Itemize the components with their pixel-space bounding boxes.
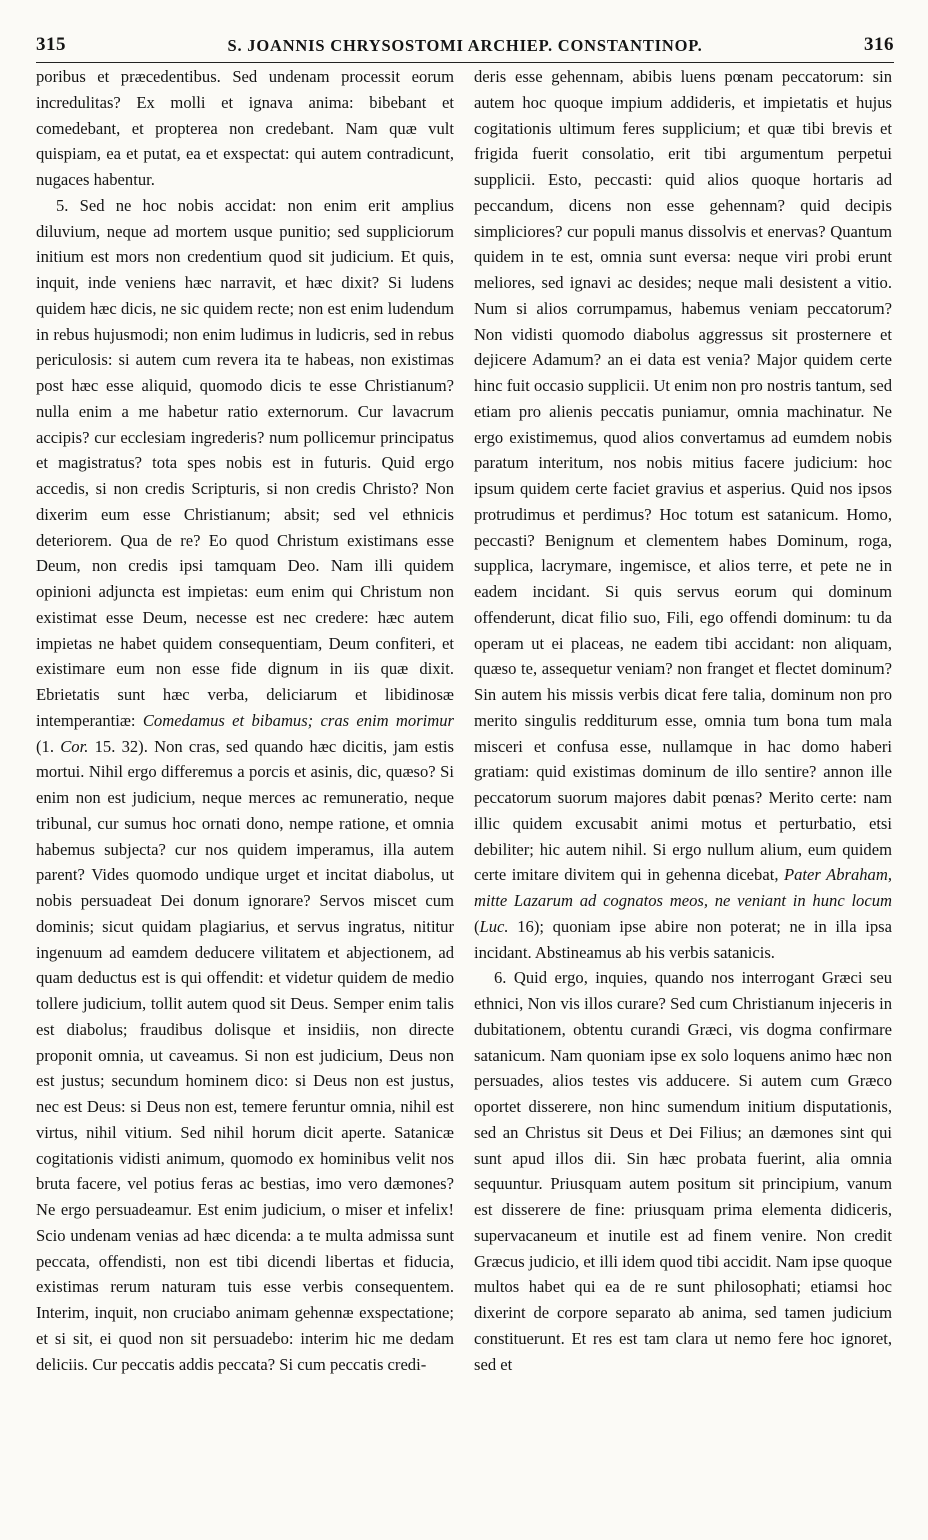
text-run: ( [474, 916, 480, 936]
text-run: 16); quoniam ipse abire non poterat; ne in illa ipsa incidant. Abstineamus ab his verbis satanicis. [474, 916, 892, 962]
citation-book: Cor. [60, 736, 89, 756]
scripture-quote: Comedamus et bibamus; cras enim morimur [142, 710, 455, 730]
page-header [36, 28, 894, 63]
running-title: S. JOANNIS CHRYSOSTOMI ARCHIEP. CONSTANTINOP. [227, 36, 703, 55]
scripture-quote: Pater Abraham, mitte Lazarum ad cognatos meos, ne veniant in hunc locum [474, 865, 892, 910]
paragraph: 6. Quid ergo, inquies, quando nos interrogant Græci seu ethnici, Non vis illos curare? Sed cum Christianum injeceris in dubitationem, obtentu curandi Græci, vis dogma confirmare satanicum. Nam quoniam ipse ex solo loquens animo hæc non persuades, alios testes vis adducere. Si autem cum Græco oportet disserere, non hinc sumendum initium disputationis, sed an Christus sit Deus et Dei Filius; an dæmones sint qui sunt apud illos dii. Sin hæc probata fuerint, alia omnia sequuntur. Priusquam autem positum sit principium, vanum est disserere de fine: priusquam prima elementa didiceris, supervacaneum et inutile est ad finem venire. Non credit Græcus judicio, et illi idem quod tibi accidit. Nam ipse quoque multos habet qui ea de re sunt philosophati; etiamsi hoc dixerint de corpore separato ab anima, sed tamen judicium constituerunt. Et res est tam clara ut nemo fere hoc ignoret, sed et [474, 968, 892, 1374]
right-page-number: 316 [864, 34, 894, 55]
citation-book: Luc. [479, 916, 509, 936]
text-run: 5. Sed ne hoc nobis accidat: non enim erit amplius diluvium, neque ad mortem usque punitio; sed suppliciorum initium est mors non credentium quod sit judicium. Et quis, inquit, inde veniens hæc narravit, et hæc dixit? Si ludens quidem hæc dicis, ne sic quidem recte; non est enim ludendum in rebus hujusmodi; non enim ludimus in ludicris, sed in rebus periculosis: si autem cum revera ita te habeas, non existimas post hæc esse aliquid, quomodo dicis te esse Christianum? nulla enim a me habetur ratio externorum. Cur lavacrum accipis? cur ecclesiam ingrederis? num pollicemur principatus et magistratus? tota spes nobis est in futuris. Quid ergo accedis, si non credis Scripturis, si non credis Christo? Non dixerim eum esse Christianum; absit; sed vel ethnicis deteriorem. Qua de re? Eo quod Christum existimans esse Deum, non credis ipsi tamquam Deo. Nam illi quidem opinioni adjuncta est impietas: eum enim qui Christum non existimat esse Deum, necesse est nec credere: hæc autem impietas ne habet quidem consequentiam, Deum confiteri, et existimare eum non esse fide dignum in iis quæ dixit. Ebrietatis sunt hæc verba, deliciarum et libidinosæ intemperantiæ: [36, 195, 454, 730]
text-run: deris esse gehennam, abibis luens pœnam peccatorum: sin autem hoc quoque impium addideris, et impietatis et hujus cogitationis ultimum feres supplicium; et quæ tibi brevis et frigida fuerit consolatio, erit tibi argumentum perpetui supplicii. Esto, peccasti: quid alios quoque hortaris ad peccandum, dicens non esse gehennam? quid decipis simpliciores? cur populi manus dissolvis et enervas? Quantum quidem in te est, omnia sunt eversa: neque viri probi erunt meliores, sed ignavi ac desides; neque mali desistent a vitio. Num si alios corrumpamus, habemus veniam peccatorum? Non vidisti quomodo diabolus aggressus sit prosternere et dejicere Adamum? an ei data est venia? Major quidem certe hinc fuit occasio supplicii. Ut enim non pro nostris tantum, sed etiam pro alienis peccatis puniamur, omnia machinatur. Ne ergo existimemus, quod alios convertamus ad eumdem nobis paratum interitum, nos nobis mitius facere judicium: hoc ipsum quidem certe faciet gravius et asperius. Quid nos ipsos protrudimus et perdimus? Hoc totum est satanicum. Homo, peccasti? Benignum et clementem habes Dominum, roga, supplica, lacrymare, ingemisce, et alios terre, et pete ne in eadem incidant. Si quis servus eorum qui dominum offenderunt, dicat filio suo, Fili, ego offendi dominum: tu da operam ut ei placeas, ne eadem tibi accidant: non aliquam, quæso te, assequetur veniam? non franget et flectet dominum? Sin autem his missis verbis dicat fere talia, dominum non pro merito singulis redditurum esse, omnia tum bona tum mala misceri et confusa esse, nullamque in hac domo haberi gratiam: quid existimas dominum de illo sentire? annon ille peccatorum suorum majores dabit pœnas? Merito certe: nam illic quidem excusabit animi motus et perturbatio, etsi debiliter; hic autem nihil. Si ergo nullum alium, eum quidem certe imitare divitem qui in gehenna dicebat, [474, 67, 892, 885]
paragraph [36, 193, 454, 1378]
text-run: 15. 32). Non cras, sed quando hæc dicitis, jam estis mortui. Nihil ergo differemus a porcis et asinis, dic, quæso? Si enim non est judicium, neque merces ac remuneratio, neque tribunal, cur sumus hoc ornati dono, nempe ratione, et omnia habemus subjecta? cur nos quidem imperamus, illa autem parent? Vides quomodo undique urget et incitat diabolus, ut nobis persuadeat Dei donum ignorare? Servos miscet cum dominis; sicut quidam plagiarius, et servus ingratus, nititur ingenuum ad eamdem deducere vilitatem et abjectionem, ad quam deductus est is qui offendit: et videtur quidem de medio tollere judicium, tollit autem quod sit Deus. Semper enim talis est diabolus; fraudibus dolisque et insidiis, non directe proponit omnia, ut caveamus. Si non est judicium, Deus non est justus; secundum hominem dico: si Deus non est justus, nec est Deus: si Deus non est, temere feruntur omnia, nihil est virtus, nihil vitium. Sed nihil horum dicit aperte. Satanicæ cogitationis vidisti animum, quomodo ex hominibus velit nos bruta facere, vel potius feras ac bestias, imo vero dæmones? Ne ergo persuadeamur. Est enim judicium, o miser et infelix! Scio undenam venias ad hæc dicenda: a te multa admissa sunt peccata, offendisti, non est tibi dicendi libertas et fiducia, existimas rerum naturam tuis esse verbis consequentem. Interim, inquit, non cruciabo animam gehennæ exspectatione; et si sit, ei quod non sit persuadebo: interim hic me dedam deliciis. Cur peccatis addis peccata? Si cum peccatis credi- [36, 736, 454, 1374]
paragraph [474, 64, 892, 965]
left-page-number: 315 [36, 34, 66, 55]
text-run: (1. [36, 736, 61, 756]
right-column [474, 64, 892, 1377]
left-column [36, 64, 454, 1377]
paragraph: poribus et præcedentibus. Sed undenam processit eorum incredulitas? Ex molli et ignava anima: bibebant et comedebant, et propterea non credebant. Nam quæ vult quispiam, ea et putat, ea et exspectat: qui autem contradicunt, nugaces habentur. [36, 67, 454, 189]
